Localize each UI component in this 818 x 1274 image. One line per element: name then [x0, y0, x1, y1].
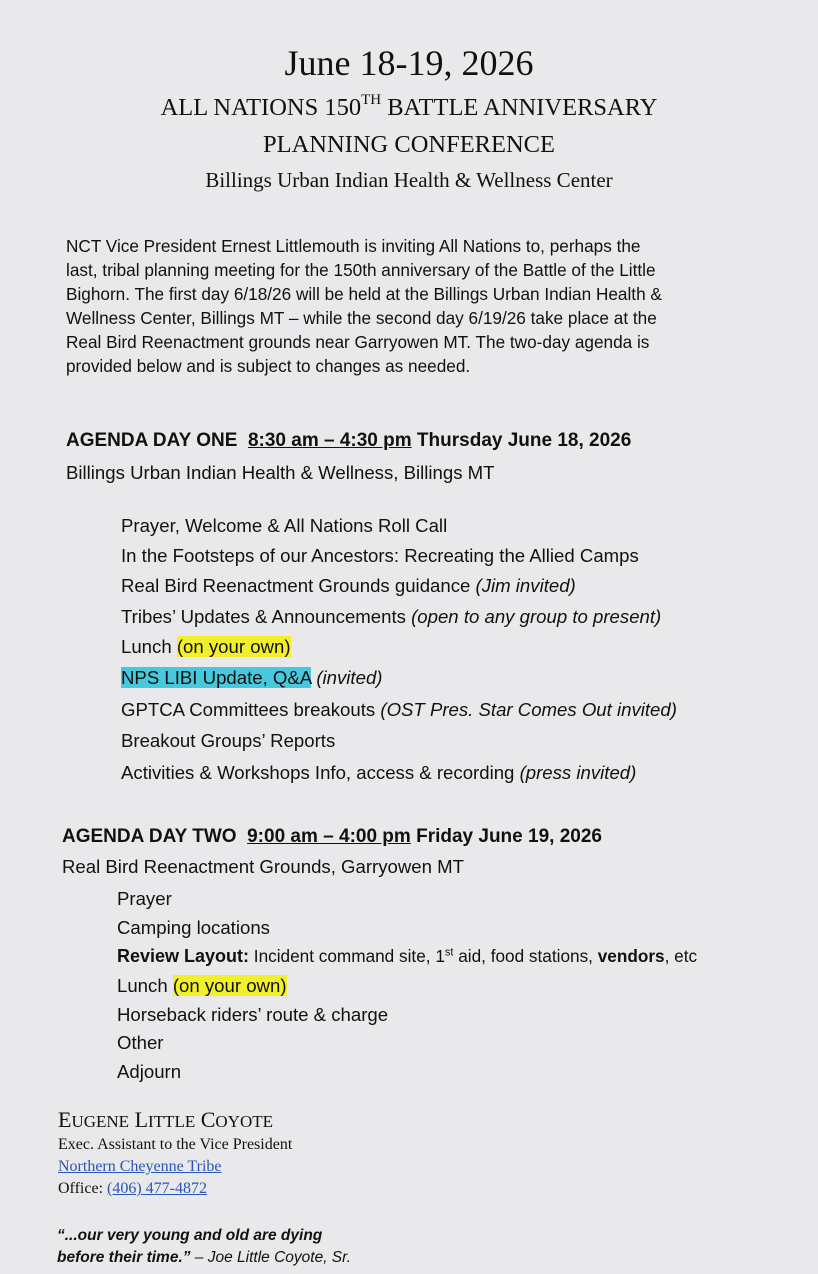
day-one-location: Billings Urban Indian Health & Wellness, Billings MT: [66, 462, 495, 483]
day-one-date: Thursday June 18, 2026: [411, 430, 632, 451]
conference-subtitle: PLANNING CONFERENCE: [263, 131, 555, 158]
agenda-note: (invited): [316, 667, 383, 688]
highlight-nps-update: NPS LIBI Update, Q&A: [121, 667, 312, 688]
agenda-item: Prayer: [117, 888, 172, 909]
agenda-item: Horseback riders’ route & charge: [117, 1004, 389, 1025]
intro-line: NCT Vice President Ernest Littlemouth is inviting All Nations to, perhaps the: [66, 236, 641, 256]
signature-name: EUGENE LITTLE COYOTE: [58, 1107, 274, 1132]
quote-line-1: “...our very young and old are dying: [57, 1227, 323, 1244]
agenda-item: GPTCA Committees breakouts (OST Pres. Star Comes Out invited): [121, 699, 677, 720]
agenda-item: Prayer, Welcome & All Nations Roll Call: [121, 515, 448, 536]
agenda-item: [121, 667, 382, 689]
agenda-note: (Jim invited): [475, 575, 576, 596]
agenda-item: Real Bird Reenactment Grounds guidance (Jim invited): [121, 575, 576, 596]
conference-title: ALL NATIONS 150TH BATTLE ANNIVERSARY: [160, 92, 658, 122]
agenda-item: Adjourn: [117, 1061, 182, 1082]
agenda-item: Activities & Workshops Info, access & recording (press invited): [121, 762, 637, 783]
review-layout-label: Review Layout:: [117, 946, 250, 966]
intro-line: provided below and is subject to changes as needed.: [66, 356, 471, 376]
agenda-item: Tribes’ Updates & Announcements (open to any group to present): [121, 606, 662, 627]
agenda-item: Lunch (on your own): [117, 975, 287, 996]
quote-line-2: before their time.” – Joe Little Coyote, Sr.: [57, 1249, 352, 1266]
phone-link[interactable]: (406) 477-4872: [107, 1180, 207, 1197]
agenda-item: Other: [117, 1032, 164, 1053]
day-two-heading: AGENDA DAY TWO 9:00 am – 4:00 pm Friday June 19, 2026: [62, 826, 602, 847]
conference-date: June 18-19, 2026: [284, 43, 534, 83]
agenda-note: (press invited): [519, 762, 637, 783]
day-two-location: Real Bird Reenactment Grounds, Garryowen MT: [62, 856, 464, 877]
highlight-lunch: (on your own): [172, 975, 287, 996]
signature-role: Exec. Assistant to the Vice President: [58, 1136, 293, 1153]
agenda-item: Camping locations: [117, 917, 270, 938]
agenda-item: Review Layout: Incident command site, 1st aid, food stations, vendors, etc: [117, 946, 698, 966]
conference-venue: Billings Urban Indian Health & Wellness Center: [205, 168, 613, 192]
agenda-item: In the Footsteps of our Ancestors: Recreating the Allied Camps: [121, 545, 639, 566]
intro-line: last, tribal planning meeting for the 150th anniversary of the Battle of the Little: [66, 260, 656, 280]
agenda-item: Lunch (on your own): [121, 636, 291, 657]
intro-line: Bighorn. The first day 6/18/26 will be held at the Billings Urban Indian Health &: [66, 284, 662, 304]
org-link[interactable]: Northern Cheyenne Tribe: [58, 1158, 222, 1175]
office-phone: Office: (406) 477-4872: [58, 1180, 207, 1197]
highlight-lunch: (on your own): [176, 636, 291, 657]
day-one-heading: AGENDA DAY ONE 8:30 am – 4:30 pm Thursday June 18, 2026: [66, 430, 632, 451]
agenda-item: Breakout Groups’ Reports: [121, 730, 336, 751]
intro-paragraph: [66, 234, 766, 378]
title-superscript: TH: [361, 92, 382, 108]
quote-attribution: – Joe Little Coyote, Sr.: [190, 1249, 352, 1266]
intro-line: Wellness Center, Billings MT – while the second day 6/19/26 take place at the: [66, 308, 657, 328]
day-two-date: Friday June 19, 2026: [410, 826, 602, 847]
day-two-time: 9:00 am – 4:00 pm: [247, 826, 411, 847]
agenda-note: (OST Pres. Star Comes Out invited): [380, 699, 677, 720]
intro-line: Real Bird Reenactment grounds near Garryowen MT. The two-day agenda is: [66, 332, 650, 352]
day-one-time: 8:30 am – 4:30 pm: [247, 430, 412, 451]
agenda-note: (open to any group to present): [411, 606, 662, 627]
